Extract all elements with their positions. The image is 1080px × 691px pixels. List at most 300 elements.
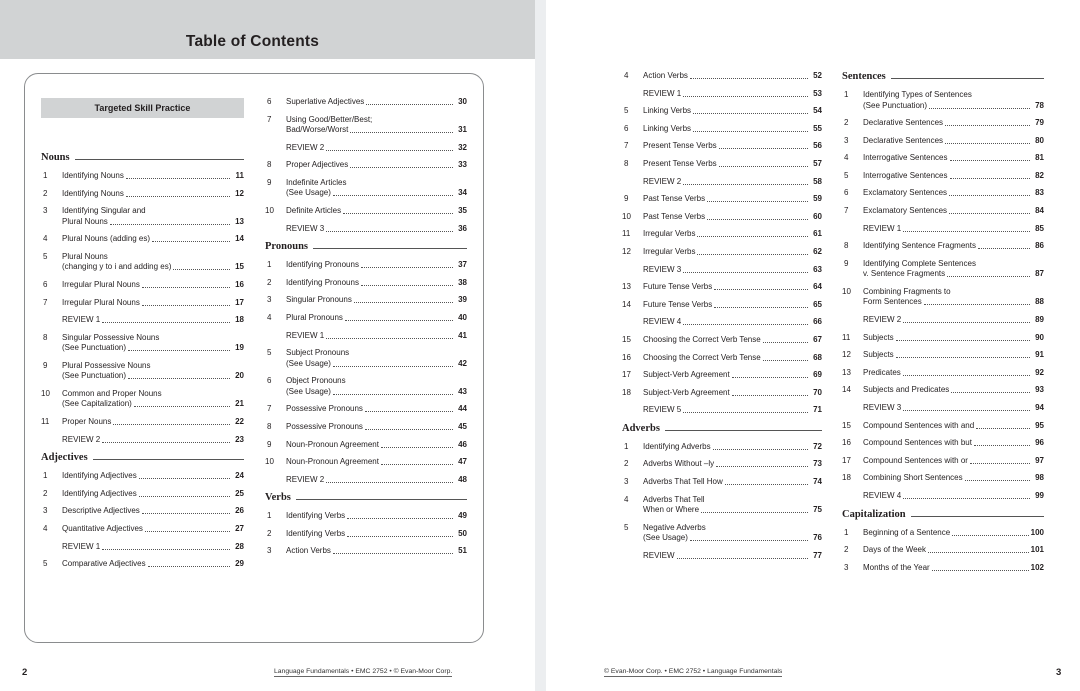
entry-number <box>622 405 643 416</box>
entry-body <box>286 348 467 369</box>
entry-line <box>62 298 244 309</box>
entry-body <box>62 389 244 410</box>
entry-line <box>286 260 467 271</box>
dot-leader <box>924 297 1030 305</box>
entry-line <box>643 370 822 381</box>
entry-number: 2 <box>844 545 849 555</box>
toc-entry <box>842 333 1044 344</box>
entry-body <box>286 178 467 199</box>
entry-number <box>622 265 643 276</box>
page-ref: 11 <box>235 171 244 180</box>
dot-leader <box>333 359 453 367</box>
page-ref: 20 <box>235 371 244 381</box>
page-ref: 50 <box>458 528 467 538</box>
toc-entry <box>265 295 467 306</box>
entry-title: Past Tense Verbs <box>643 211 706 221</box>
toc-entry <box>842 473 1044 484</box>
toc-entry <box>265 178 467 199</box>
entry-title: Noun-Pronoun Agreement <box>286 457 379 467</box>
entry-body <box>643 300 822 311</box>
entry-line <box>62 171 244 182</box>
entry-body <box>643 551 822 562</box>
toc-entry <box>41 506 244 517</box>
entry-title: REVIEW 1 <box>62 315 101 325</box>
entry-body <box>62 315 244 326</box>
entry-line <box>643 523 822 534</box>
entry-number: 16 <box>842 438 851 448</box>
entry-line <box>643 212 822 223</box>
section-heading <box>41 452 244 463</box>
page-ref: 52 <box>813 71 822 80</box>
dot-leader <box>713 442 808 450</box>
entry-line <box>286 143 467 154</box>
toc-entry <box>265 440 467 451</box>
dot-leader <box>978 241 1030 249</box>
entry-title: Linking Verbs <box>643 123 692 133</box>
dot-leader <box>707 194 808 202</box>
entry-number: 1 <box>43 471 48 481</box>
entry-subtitle: Bad/Worse/Worst <box>286 125 349 135</box>
page-ref: 89 <box>1035 315 1044 325</box>
entry-title: Present Tense Verbs <box>643 158 717 168</box>
entry-body <box>643 212 822 223</box>
entry-body <box>286 97 467 108</box>
page-ref: 51 <box>458 546 467 556</box>
toc-entry <box>622 442 822 453</box>
toc-entry <box>622 388 822 399</box>
entry-line <box>286 160 467 171</box>
toc-entry <box>265 475 467 486</box>
page-ref: 46 <box>458 439 467 449</box>
toc-entry <box>41 206 244 227</box>
toc-entry <box>622 300 822 311</box>
toc-entry <box>622 495 822 516</box>
section-rule <box>296 499 467 500</box>
dot-leader <box>693 124 808 132</box>
entry-title: Possessive Pronouns <box>286 421 363 431</box>
toc-entry <box>41 171 244 182</box>
page-ref: 37 <box>458 260 467 270</box>
entry-line <box>643 282 822 293</box>
entry-body <box>863 491 1044 502</box>
page-ref: 69 <box>813 370 822 380</box>
page-ref: 25 <box>235 488 244 498</box>
toc-entry <box>41 417 244 428</box>
entry-line <box>863 153 1044 164</box>
entry-title: Identifying Nouns <box>62 171 124 180</box>
entry-title: Identifying Complete Sentences <box>863 258 976 268</box>
entry-line <box>286 331 467 342</box>
entry-line <box>863 403 1044 414</box>
entry-body <box>643 89 822 100</box>
section-heading <box>842 71 1044 82</box>
entry-number: 11 <box>41 417 50 427</box>
entry-body <box>643 459 822 470</box>
entry-body <box>643 477 822 488</box>
entry-number: 5 <box>43 559 48 569</box>
entry-number: 3 <box>43 206 48 216</box>
entry-number: 5 <box>624 522 629 532</box>
entry-number: 7 <box>624 141 629 151</box>
dot-leader <box>732 388 808 396</box>
right-page <box>546 0 1080 691</box>
entry-number <box>41 315 62 326</box>
entry-number: 5 <box>844 170 849 180</box>
entry-body <box>643 229 822 240</box>
page-ref: 91 <box>1035 350 1044 360</box>
entry-number <box>622 177 643 188</box>
toc-entry <box>41 489 244 500</box>
toc-entry <box>265 115 467 136</box>
entry-body <box>863 171 1044 182</box>
entry-line <box>863 545 1044 556</box>
entry-body <box>863 206 1044 217</box>
dot-leader <box>142 280 230 288</box>
entry-body <box>286 457 467 468</box>
entry-title: Subjects <box>863 332 894 342</box>
entry-body <box>863 224 1044 235</box>
page-title: Table of Contents <box>185 33 320 50</box>
dot-leader <box>951 385 1030 393</box>
entry-body <box>62 189 244 200</box>
entry-title: Identifying Singular and <box>62 206 146 216</box>
section-heading <box>842 509 1044 520</box>
entry-title: Declarative Sentences <box>863 135 944 145</box>
toc-entry <box>265 404 467 415</box>
entry-line <box>62 252 244 263</box>
entry-line <box>863 297 1044 308</box>
entry-line <box>643 477 822 488</box>
entry-title: REVIEW 3 <box>863 403 902 412</box>
toc-entry <box>622 106 822 117</box>
page-ref: 55 <box>813 123 822 133</box>
toc-entry <box>842 259 1044 280</box>
toc-entry <box>265 376 467 397</box>
section-heading <box>41 152 244 163</box>
left-column-1 <box>41 98 244 577</box>
toc-list <box>41 152 244 570</box>
toc-entry <box>265 313 467 324</box>
dot-leader <box>949 188 1030 196</box>
entry-title: Subjects <box>863 350 894 360</box>
entry-line <box>286 295 467 306</box>
entry-body <box>643 388 822 399</box>
dot-leader <box>952 528 1028 536</box>
entry-title: Adverbs Without –ly <box>643 459 715 469</box>
page-ref: 78 <box>1035 100 1044 110</box>
entry-body <box>643 177 822 188</box>
toc-entry <box>41 280 244 291</box>
entry-number <box>41 435 62 446</box>
entry-line <box>286 206 467 217</box>
entry-number: 12 <box>842 350 851 360</box>
dot-leader <box>333 546 453 554</box>
entry-title: Exclamatory Sentences <box>863 206 948 216</box>
page-ref: 66 <box>813 317 822 327</box>
entry-title: REVIEW 2 <box>286 474 325 484</box>
toc-entry <box>842 368 1044 379</box>
dot-leader <box>326 475 453 483</box>
dot-leader <box>102 315 230 323</box>
entry-line <box>286 188 467 199</box>
dot-leader <box>126 189 230 197</box>
dot-leader <box>381 440 453 448</box>
entry-line <box>62 389 244 400</box>
dot-leader <box>707 212 808 220</box>
page-ref: 71 <box>813 405 822 415</box>
page-ref: 41 <box>458 330 467 340</box>
toc-entry <box>41 189 244 200</box>
entry-body <box>286 143 467 154</box>
toc-entry <box>265 260 467 271</box>
page-ref: 28 <box>235 541 244 551</box>
section-title: Capitalization <box>842 508 906 520</box>
entry-title: REVIEW 2 <box>62 434 101 444</box>
dot-leader <box>361 278 453 286</box>
entry-line <box>286 278 467 289</box>
entry-number: 7 <box>844 206 849 216</box>
entry-line <box>62 399 244 410</box>
dot-leader <box>365 422 453 430</box>
entry-line <box>286 475 467 486</box>
entry-number: 4 <box>624 494 629 504</box>
entry-line <box>643 317 822 328</box>
entry-body <box>62 524 244 535</box>
entry-number: 1 <box>267 511 272 521</box>
entry-number: 9 <box>267 439 272 449</box>
entry-title: Compound Sentences with and <box>863 420 975 430</box>
page-ref: 14 <box>235 234 244 244</box>
entry-line <box>863 90 1044 101</box>
entry-subtitle: (See Punctuation) <box>863 100 928 110</box>
entry-line <box>62 361 244 372</box>
entry-line <box>286 529 467 540</box>
dot-leader <box>381 457 453 465</box>
page-ref: 98 <box>1035 473 1044 483</box>
entry-body <box>62 417 244 428</box>
entry-line <box>643 141 822 152</box>
dot-leader <box>366 97 453 105</box>
entry-title: REVIEW 4 <box>863 490 902 500</box>
entry-title: Identifying Verbs <box>286 528 346 538</box>
entry-line <box>643 442 822 453</box>
entry-body <box>863 473 1044 484</box>
entry-line <box>643 300 822 311</box>
skill-practice-label: Targeted Skill Practice <box>41 98 244 118</box>
dot-leader <box>347 511 453 519</box>
entry-body <box>863 563 1044 574</box>
entry-line <box>286 546 467 557</box>
entry-body <box>286 440 467 451</box>
entry-title: Interrogative Sentences <box>863 153 948 163</box>
entry-title: REVIEW 2 <box>643 176 682 186</box>
page-ref: 75 <box>813 505 822 515</box>
dot-leader <box>126 171 230 179</box>
entry-title: Identifying Sentence Fragments <box>863 241 976 251</box>
entry-number: 9 <box>624 194 629 204</box>
page-ref: 32 <box>458 142 467 152</box>
entry-number: 12 <box>622 246 631 256</box>
dot-leader <box>928 545 1029 553</box>
entry-body <box>643 282 822 293</box>
entry-line <box>643 353 822 364</box>
page-ref: 58 <box>813 176 822 186</box>
entry-line <box>643 159 822 170</box>
entry-line <box>643 505 822 516</box>
entry-body <box>863 456 1044 467</box>
entry-line <box>643 459 822 470</box>
entry-number: 14 <box>842 385 851 395</box>
entry-subtitle: (See Usage) <box>286 188 331 198</box>
entry-line <box>62 371 244 382</box>
entry-title: Object Pronouns <box>286 376 346 386</box>
entry-line <box>286 178 467 189</box>
entry-subtitle: (See Usage) <box>643 533 688 543</box>
entry-body <box>62 559 244 570</box>
section-heading <box>622 423 822 434</box>
toc-entry <box>842 563 1044 574</box>
entry-line <box>863 350 1044 361</box>
page-ref: 62 <box>813 246 822 256</box>
page-ref: 13 <box>235 216 244 226</box>
entry-body <box>643 106 822 117</box>
toc-entry <box>41 361 244 382</box>
entry-title: REVIEW 3 <box>286 223 325 233</box>
toc-entry <box>41 524 244 535</box>
toc-entry <box>622 177 822 188</box>
toc-entry <box>622 141 822 152</box>
entry-title: Proper Adjectives <box>286 160 349 170</box>
toc-entry <box>622 71 822 82</box>
toc-entry <box>622 212 822 223</box>
entry-number: 2 <box>43 188 48 198</box>
toc-entry <box>622 317 822 328</box>
entry-number: 1 <box>844 90 849 99</box>
entry-title: Proper Nouns <box>62 417 112 427</box>
section-rule <box>911 516 1044 517</box>
page-ref: 95 <box>1035 420 1044 430</box>
entry-line <box>863 421 1044 432</box>
entry-title: Identifying Nouns <box>62 188 124 198</box>
entry-body <box>863 153 1044 164</box>
entry-title: REVIEW 1 <box>286 330 325 340</box>
dot-leader <box>148 559 230 567</box>
toc-entry <box>842 153 1044 164</box>
toc-entry <box>41 559 244 570</box>
entry-body <box>286 404 467 415</box>
entry-line <box>643 388 822 399</box>
entry-number <box>265 143 286 154</box>
page-ref: 84 <box>1035 206 1044 216</box>
page-ref: 35 <box>458 205 467 215</box>
entry-line <box>286 376 467 387</box>
entry-body <box>286 376 467 397</box>
entry-body <box>643 265 822 276</box>
section-rule <box>313 248 467 249</box>
page-ref: 15 <box>235 262 244 272</box>
entry-body <box>62 333 244 354</box>
section-rule <box>93 459 244 460</box>
entry-line <box>62 280 244 291</box>
page-ref: 54 <box>813 106 822 116</box>
dot-leader <box>365 404 453 412</box>
entry-body <box>643 141 822 152</box>
entry-number: 8 <box>624 158 629 168</box>
toc-entry <box>41 298 244 309</box>
left-column-2 <box>265 97 467 564</box>
toc-entry <box>41 315 244 326</box>
section-title: Verbs <box>265 492 291 504</box>
section-title: Nouns <box>41 152 70 163</box>
entry-line <box>863 368 1044 379</box>
entry-number <box>41 542 62 553</box>
entry-body <box>62 435 244 446</box>
entry-body <box>863 350 1044 361</box>
entry-number <box>265 475 286 486</box>
entry-line <box>643 106 822 117</box>
dot-leader <box>142 506 230 514</box>
dot-leader <box>719 141 808 149</box>
entry-title: Plural Nouns (adding es) <box>62 234 151 244</box>
page-ref: 59 <box>813 194 822 204</box>
entry-body <box>286 206 467 217</box>
entry-body <box>286 546 467 557</box>
dot-leader <box>763 353 808 361</box>
page-ref: 70 <box>813 387 822 397</box>
entry-line <box>62 343 244 354</box>
toc-entry <box>622 353 822 364</box>
entry-number: 11 <box>842 332 851 342</box>
entry-number: 9 <box>267 177 272 187</box>
entry-line <box>863 456 1044 467</box>
entry-title: Predicates <box>863 367 901 377</box>
entry-number: 1 <box>844 527 849 537</box>
toc-entry <box>842 224 1044 235</box>
entry-line <box>286 457 467 468</box>
entry-line <box>286 404 467 415</box>
toc-entry <box>622 124 822 135</box>
dot-leader <box>945 136 1030 144</box>
dot-leader <box>970 456 1030 464</box>
dot-leader <box>354 295 453 303</box>
entry-number: 3 <box>43 506 48 516</box>
entry-title: Linking Verbs <box>643 106 692 116</box>
entry-title: REVIEW 3 <box>643 264 682 274</box>
page-ref: 40 <box>458 312 467 322</box>
dot-leader <box>683 317 808 325</box>
toc-entry <box>622 229 822 240</box>
entry-body <box>643 124 822 135</box>
entry-line <box>863 563 1044 574</box>
dot-leader <box>326 224 453 232</box>
dot-leader <box>350 125 453 133</box>
right-column-1 <box>622 71 822 568</box>
page-ref: 73 <box>813 459 822 469</box>
entry-number <box>842 403 863 414</box>
page-ref: 21 <box>235 399 244 409</box>
entry-title: Present Tense Verbs <box>643 141 717 151</box>
dot-leader <box>333 188 453 196</box>
dot-leader <box>113 417 230 425</box>
toc-entry <box>265 529 467 540</box>
entry-number: 9 <box>43 360 48 370</box>
entry-body <box>863 403 1044 414</box>
dot-leader <box>903 491 1030 499</box>
entry-line <box>62 559 244 570</box>
entry-number: 15 <box>842 420 851 430</box>
entry-title: Subjects and Predicates <box>863 385 950 395</box>
entry-number: 8 <box>267 160 272 170</box>
